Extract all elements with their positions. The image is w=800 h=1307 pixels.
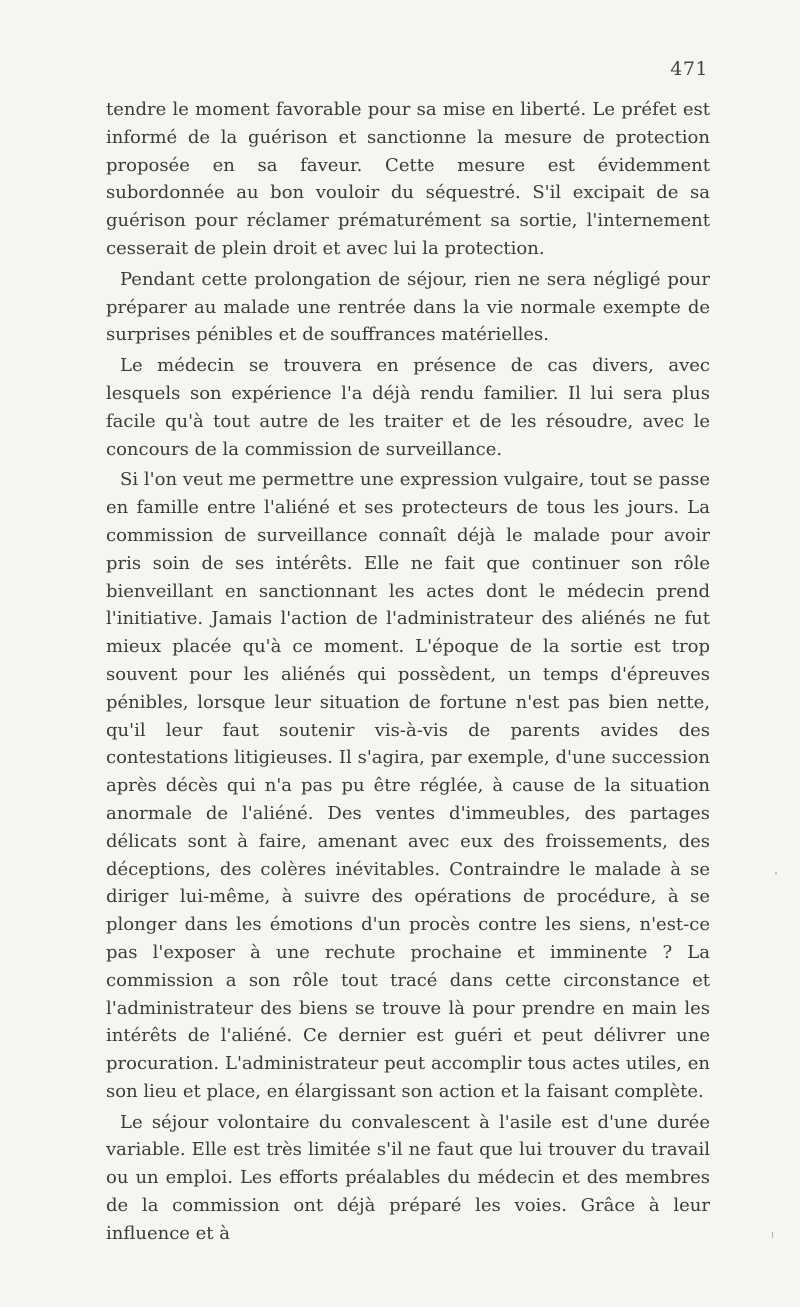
paragraph-3: Le médecin se trouvera en présence de cas divers, avec lesquels son expérience l'a déjà rendu familier. Il lui sera plus facile qu'à tout autre de les traiter et de les résoudre, avec le concours de la commission de surveillance. [106, 355, 710, 460]
paragraph-4: Si l'on veut me permettre une expression vulgaire, tout se passe en famille entre l'aliéné et ses protecteurs de tous les jours. La commission de surveillance connaît déjà le malade pour avoir pris soin de ses intérêts. Elle ne fait que continuer son rôle bienveillant en sanctionnant les actes dont le médecin prend l'initiative. Jamais l'action de l'administrateur des aliénés ne fut mieux placée qu'à ce moment. L'époque de la sortie est trop souvent pour les aliénés qui possèdent, un temps d'épreuves pénibles, lorsque leur situation de fortune n'est pas bien nette, qu'il leur faut soutenir vis-à-vis de parents avides des contestations litigieuses. Il s'agira, par exemple, d'une succession après décès qui n'a pas pu être réglée, à cause de la situation anormale de l'aliéné. Des ventes d'immeubles, des partages délicats sont à faire, amenant avec eux des froissements, des déceptions, des colères inévitables. Contraindre le malade à se diriger lui-même, à suivre des opérations de procédure, à se plonger dans les émotions d'un procès contre les siens, n'est-ce pas l'exposer à une rechute prochaine et imminente ? La commission a son rôle tout tracé dans cette circonstance et l'administrateur des biens se trouve là pour prendre en main les intérêts de l'aliéné. Ce dernier est guéri et peut délivrer une procuration. L'administrateur peut accomplir tous actes utiles, en son lieu et place, en élargissant son action et la faisant complète. [106, 469, 710, 1102]
paper-speck [772, 1232, 773, 1238]
paragraph-2: Pendant cette prolongation de séjour, rien ne sera négligé pour préparer au malade une rentrée dans la vie normale exempte de surprises pénibles et de souffrances matérielles. [106, 268, 710, 346]
paragraph-5: Le séjour volontaire du convalescent à l'asile est d'une durée variable. Elle est très limitée s'il ne faut que lui trouver du travail ou un emploi. Les efforts préalables du médecin et des membres de la commission ont déjà préparé les voies. Grâce à leur influence et à [106, 1111, 710, 1244]
paragraph-1: tendre le moment favorable pour sa mise en liberté. Le préfet est informé de la guérison et sanctionne la mesure de protection proposée en sa faveur. Cette mesure est évidemment subordonnée au bon vouloir du séquestré. S'il excipait de sa guérison pour réclamer prématurément sa sortie, l'internement cesserait de plein droit et avec lui la protection. [106, 99, 710, 259]
page-number: 471 [670, 58, 708, 80]
paper-speck [775, 872, 777, 874]
body-text [106, 96, 710, 1251]
